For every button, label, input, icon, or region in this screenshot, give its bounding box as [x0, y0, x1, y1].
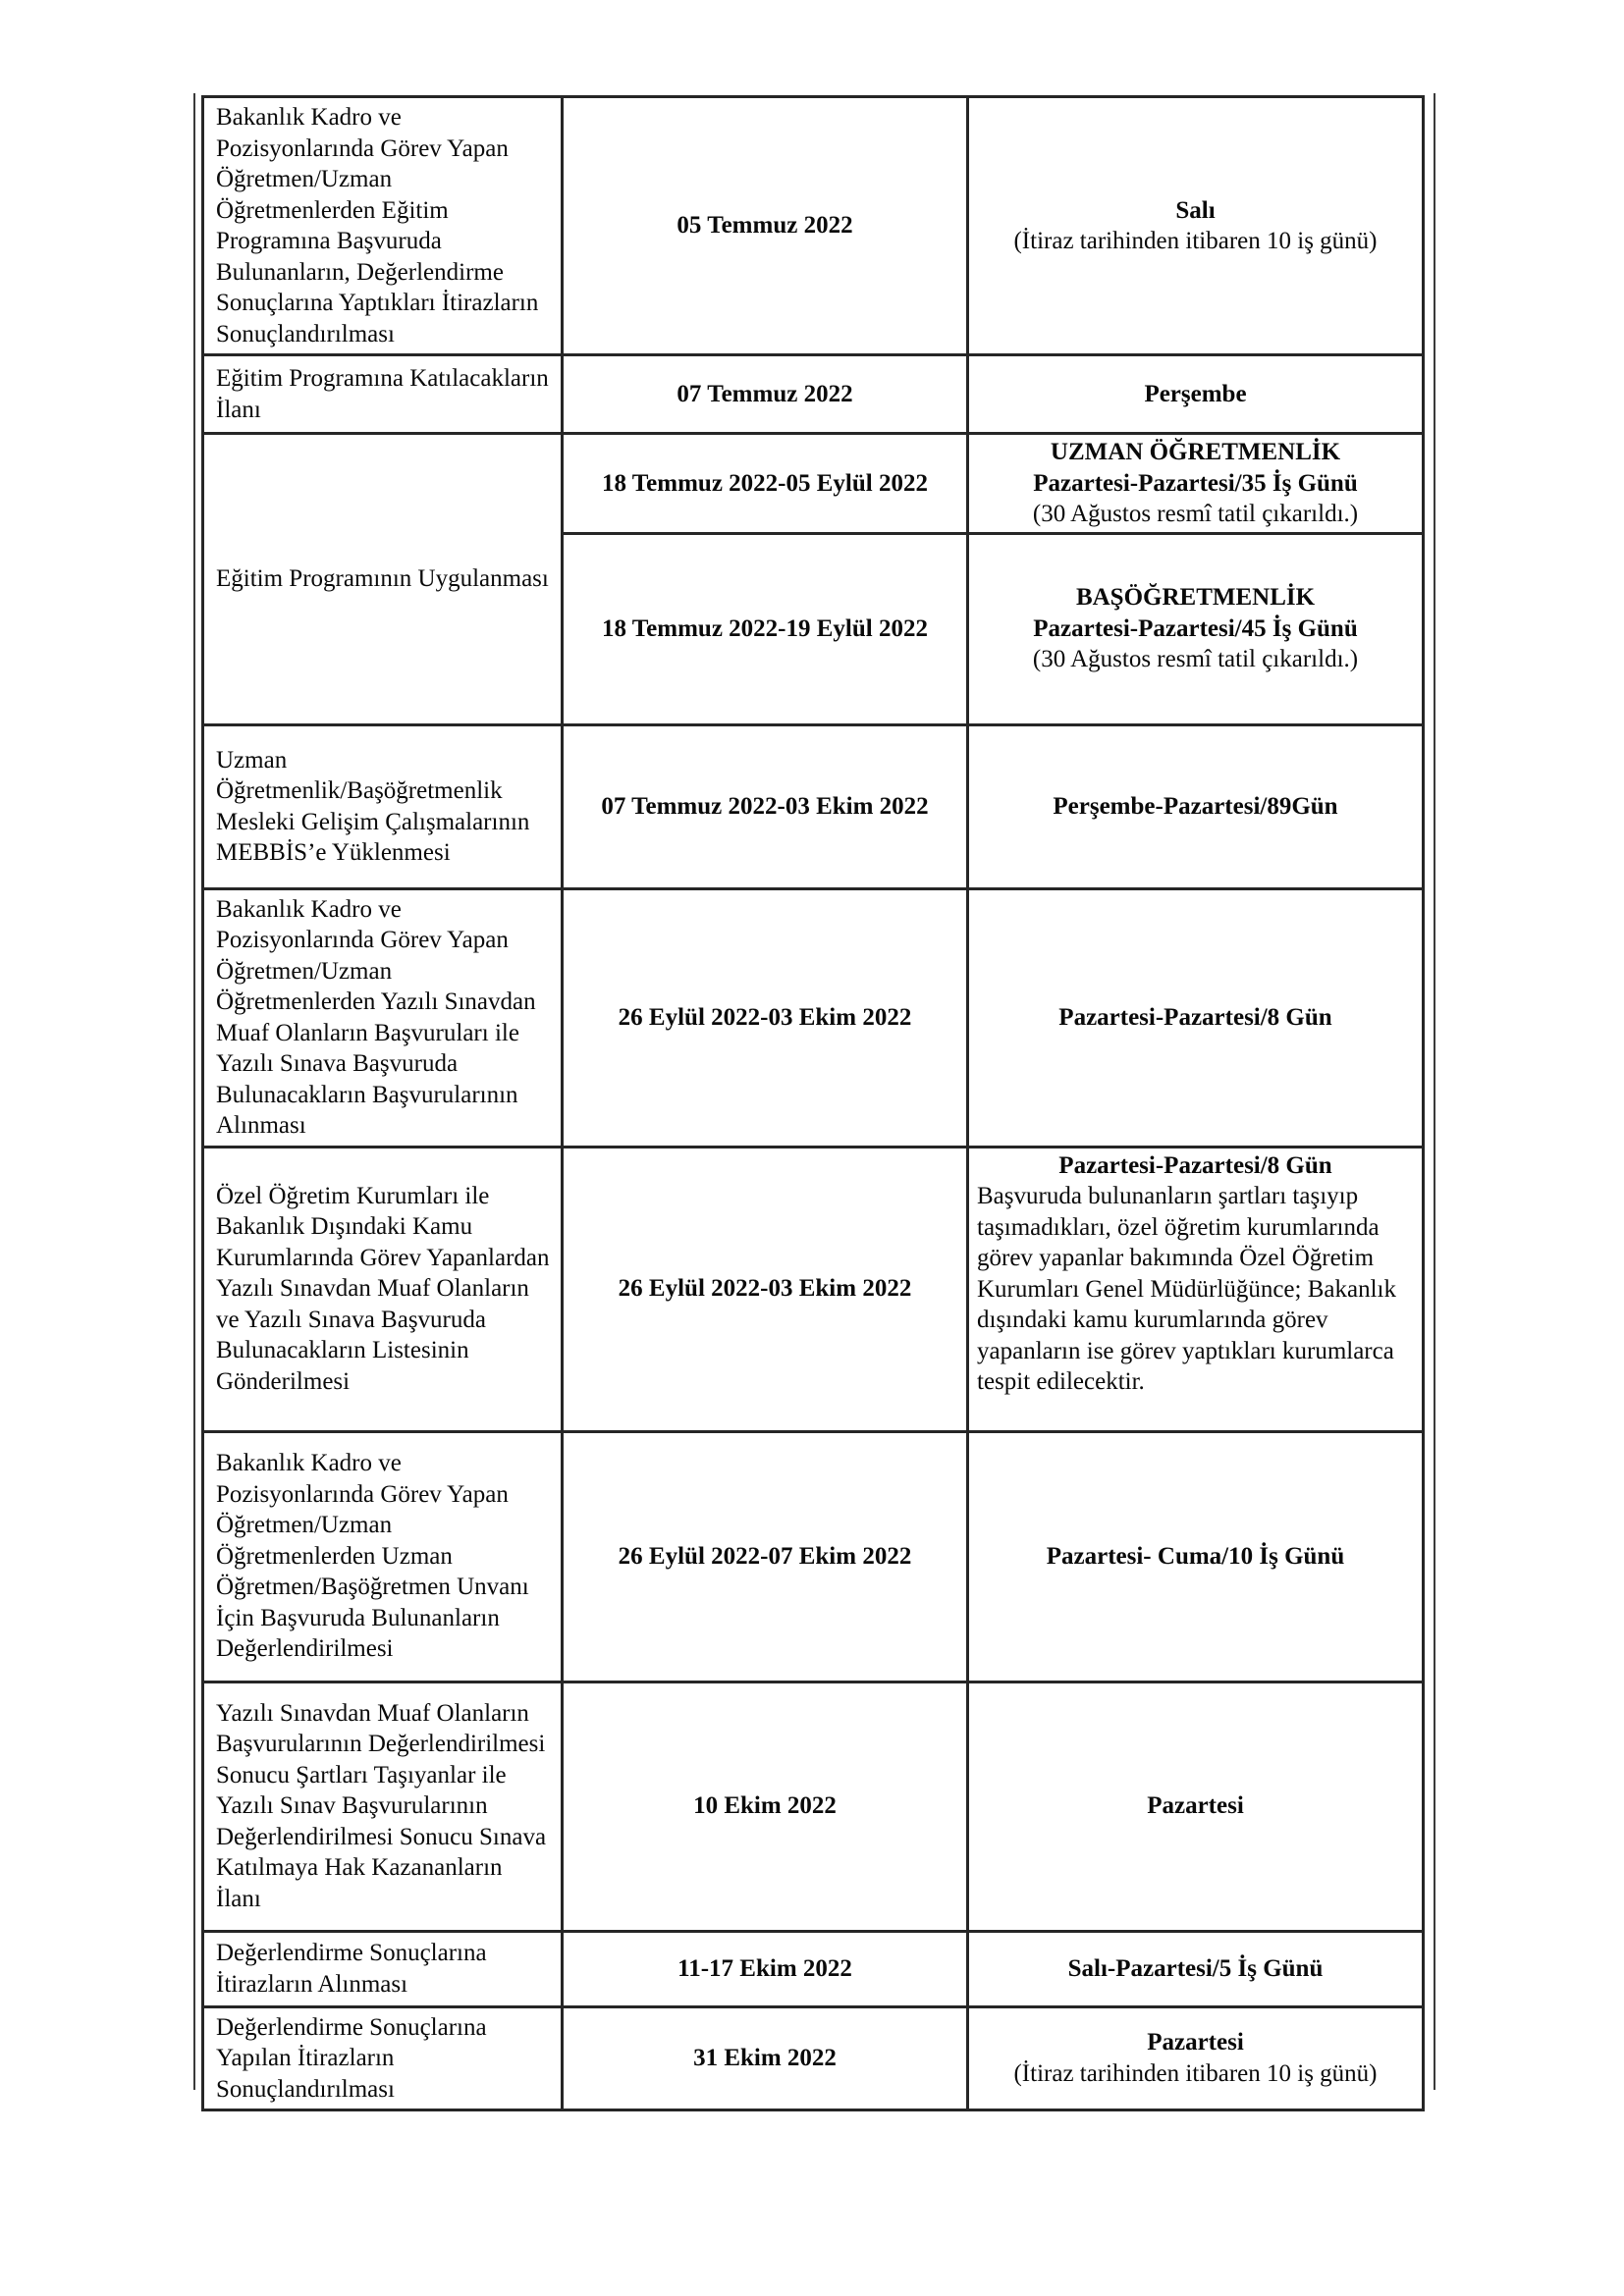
date-cell: 07 Temmuz 2022	[563, 355, 968, 434]
day-info-line: (30 Ağustos resmî tatil çıkarıldı.)	[1032, 501, 1359, 527]
schedule-table	[201, 95, 1425, 2111]
table-row	[203, 1147, 1424, 1431]
date-cell: 18 Temmuz 2022-05 Eylül 2022	[563, 434, 968, 534]
day-info-cell	[968, 434, 1424, 534]
schedule-table-body	[203, 97, 1424, 2110]
day-info-line: Pazartesi-Pazartesi/45 İş Günü	[1033, 614, 1358, 642]
table-row	[203, 724, 1424, 888]
date-cell: 26 Eylül 2022-03 Ekim 2022	[563, 1147, 968, 1431]
day-info-cell	[968, 355, 1424, 434]
day-info-cell	[968, 2006, 1424, 2110]
day-info-line: Salı	[1175, 196, 1216, 224]
day-info-line: (İtiraz tarihinden itibaren 10 iş günü)	[1013, 228, 1378, 254]
table-row	[203, 434, 1424, 534]
activity-cell: Bakanlık Kadro ve Pozisyonlarında Görev Yapan Öğretmen/Uzman Öğretmenlerden Uzman Öğretmen/Başöğretmen Unvanı İçin Başvuruda Bulunanların Değerlendirilmesi	[203, 1431, 563, 1682]
day-info-line: Pazartesi-Pazartesi/35 İş Günü	[1033, 469, 1358, 497]
date-cell: 31 Ekim 2022	[563, 2006, 968, 2110]
table-outer-rule-right	[1434, 93, 1435, 2090]
day-info-line: Pazartesi	[1147, 2029, 1244, 2056]
activity-cell: Özel Öğretim Kurumları ile Bakanlık Dışındaki Kamu Kurumlarında Görev Yapanlardan Yazılı Sınavdan Muaf Olanların ve Yazılı Sınava Başvuruda Bulunacakların Listesinin Gönderilmesi	[203, 1147, 563, 1431]
day-info-cell	[968, 1682, 1424, 1931]
table-row	[203, 1431, 1424, 1682]
day-info-cell	[968, 97, 1424, 355]
day-info-line: (İtiraz tarihinden itibaren 10 iş günü)	[1013, 2059, 1378, 2087]
day-info-line: Pazartesi- Cuma/10 İş Günü	[1046, 1542, 1345, 1570]
day-info-line: UZMAN ÖĞRETMENLİK	[1050, 439, 1341, 465]
day-info-cell	[968, 1431, 1424, 1682]
day-info-cell	[968, 1931, 1424, 2006]
day-info-cell	[968, 724, 1424, 888]
table-row	[203, 888, 1424, 1147]
day-info-line: Başvuruda bulunanların şartları taşıyıp taşımadıkları, özel öğretim kurumlarında görev yapanlar bakımında Özel Öğretim Kurumları Genel Müdürlüğünce; Bakanlık dışındaki kamu kurumlarında görev yapanların ise görev yaptıkları kurumlarca tespit edilecektir.	[977, 1183, 1396, 1395]
table-outer-rule-left	[193, 93, 195, 2090]
date-cell: 07 Temmuz 2022-03 Ekim 2022	[563, 724, 968, 888]
day-info-cell	[968, 1147, 1424, 1431]
table-row	[203, 2006, 1424, 2110]
date-cell: 05 Temmuz 2022	[563, 97, 968, 355]
day-info-line: Perşembe-Pazartesi/89Gün	[1053, 792, 1338, 820]
activity-cell: Değerlendirme Sonuçlarına İtirazların Alınması	[203, 1931, 563, 2006]
day-info-line: Pazartesi-Pazartesi/8 Gün	[1058, 1003, 1332, 1031]
activity-cell: Bakanlık Kadro ve Pozisyonlarında Görev Yapan Öğretmen/Uzman Öğretmenlerden Yazılı Sınavdan Muaf Olanların Başvuruları ile Yazılı Sınava Başvuruda Bulunacakların Başvurularının Alınması	[203, 888, 563, 1147]
activity-cell: Eğitim Programının Uygulanması	[203, 434, 563, 725]
day-info-line: Perşembe	[1144, 380, 1247, 407]
table-row	[203, 1682, 1424, 1931]
day-info-line: Salı-Pazartesi/5 İş Günü	[1067, 1954, 1324, 1982]
date-cell: 10 Ekim 2022	[563, 1682, 968, 1931]
table-row	[203, 1931, 1424, 2006]
day-info-cell	[968, 888, 1424, 1147]
activity-cell: Bakanlık Kadro ve Pozisyonlarında Görev Yapan Öğretmen/Uzman Öğretmenlerden Eğitim Programına Başvuruda Bulunanların, Değerlendirme Sonuçlarına Yaptıkları İtirazların Sonuçlandırılması	[203, 97, 563, 355]
day-info-line: (30 Ağustos resmî tatil çıkarıldı.)	[1032, 646, 1359, 673]
schedule-table-container	[201, 95, 1425, 2111]
date-cell: 11-17 Ekim 2022	[563, 1931, 968, 2006]
date-cell: 18 Temmuz 2022-19 Eylül 2022	[563, 533, 968, 724]
day-info-line: Pazartesi	[1147, 1792, 1244, 1820]
day-info-line: Pazartesi-Pazartesi/8 Gün	[1058, 1151, 1332, 1179]
day-info-line: BAŞÖĞRETMENLİK	[1075, 584, 1316, 612]
activity-cell: Eğitim Programına Katılacakların İlanı	[203, 355, 563, 434]
activity-cell: Uzman Öğretmenlik/Başöğretmenlik Mesleki Gelişim Çalışmalarının MEBBİS’e Yüklenmesi	[203, 724, 563, 888]
activity-cell: Değerlendirme Sonuçlarına Yapılan İtirazların Sonuçlandırılması	[203, 2006, 563, 2110]
table-row	[203, 97, 1424, 355]
table-row	[203, 355, 1424, 434]
activity-cell: Yazılı Sınavdan Muaf Olanların Başvurularının Değerlendirilmesi Sonucu Şartları Taşıyanlar ile Yazılı Sınav Başvurularının Değerlendirilmesi Sonucu Sınava Katılmaya Hak Kazananların İlanı	[203, 1682, 563, 1931]
date-cell: 26 Eylül 2022-03 Ekim 2022	[563, 888, 968, 1147]
date-cell: 26 Eylül 2022-07 Ekim 2022	[563, 1431, 968, 1682]
day-info-cell	[968, 533, 1424, 724]
